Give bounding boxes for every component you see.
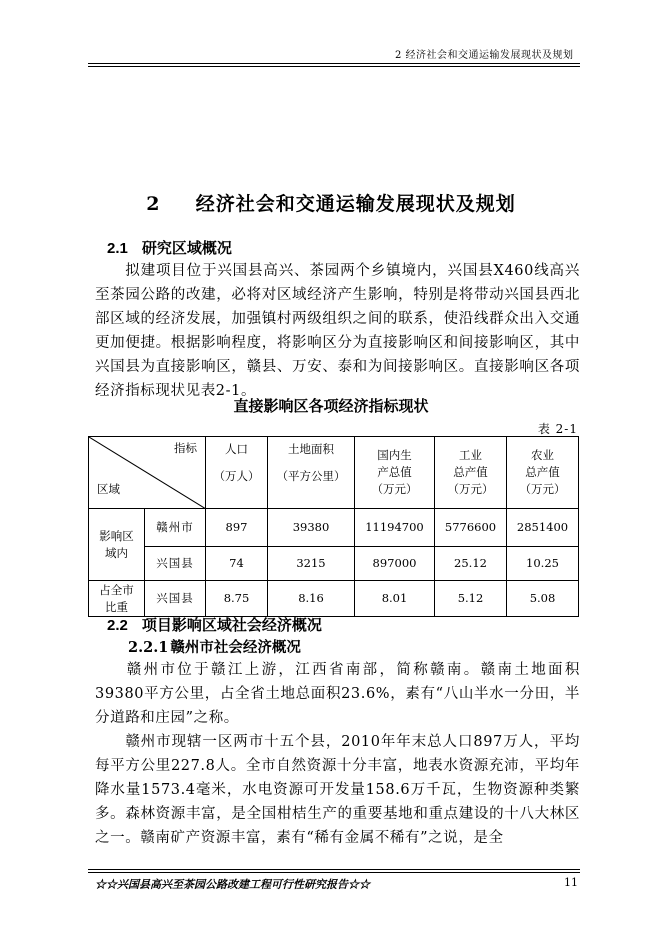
subsection-number: 2.2.1 <box>128 639 169 656</box>
footer-report-title: ☆☆兴国县高兴至茶园公路改建工程可行性研究报告☆☆ <box>95 878 370 891</box>
subsection-title: 赣州市社会经济概况 <box>170 639 301 656</box>
section-heading-2-1 <box>107 237 232 258</box>
subsection-heading-2-2-1 <box>128 636 301 657</box>
chapter-heading <box>0 189 662 216</box>
table-row <box>89 547 579 581</box>
section-title: 研究区域概况 <box>141 239 232 257</box>
table-row <box>89 581 579 617</box>
table-cell: 3215 <box>268 547 355 581</box>
table-cell: 897000 <box>355 547 435 581</box>
page-number: 11 <box>564 876 578 889</box>
footer-rule <box>88 869 580 870</box>
table-cell: 74 <box>206 547 268 581</box>
header-rule <box>88 63 580 64</box>
table-cell: 5.12 <box>435 581 507 617</box>
col-header-industrial-output: 工业 总产值 （万元） <box>435 437 507 509</box>
corner-indicator-label: 指标 <box>174 441 197 455</box>
table-number: 表 2-1 <box>537 422 578 436</box>
table-header-row <box>89 437 579 509</box>
chapter-title: 经济社会和交通运输发展现状及规划 <box>195 193 516 215</box>
row-group-direct-area: 影响区 域内 <box>89 509 145 581</box>
col-header-agricultural-output: 农业 总产值 （万元） <box>507 437 579 509</box>
table-cell: 897 <box>206 509 268 547</box>
col-header-gdp: 国内生 产总值 （万元） <box>355 437 435 509</box>
table-cell: 5776600 <box>435 509 507 547</box>
corner-region-label: 区域 <box>97 482 120 496</box>
paragraph-ganzhou-resources <box>95 730 580 850</box>
table-cell: 10.25 <box>507 547 579 581</box>
economic-indicator-table <box>88 436 579 617</box>
col-header-population: 人口 （万人） <box>206 437 268 509</box>
table-cell: 39380 <box>268 509 355 547</box>
table-corner-cell <box>89 437 206 509</box>
table-row <box>89 509 579 547</box>
row-label: 兴国县 <box>145 547 206 581</box>
chapter-number: 2 <box>146 193 161 215</box>
footer-rule-2 <box>88 872 580 873</box>
paragraph-ganzhou-geography <box>95 658 580 730</box>
row-label: 赣州市 <box>145 509 206 547</box>
paragraph-study-area <box>95 259 580 403</box>
section-number: 2.2 <box>107 617 128 634</box>
section-title: 项目影响区域社会经济概况 <box>141 616 322 634</box>
table-cell: 2851400 <box>507 509 579 547</box>
running-title: 2 经济社会和交通运输发展现状及规划 <box>395 50 574 61</box>
col-header-land-area: 土地面积 （平方公里） <box>268 437 355 509</box>
table-cell: 8.16 <box>268 581 355 617</box>
table-cell: 25.12 <box>435 547 507 581</box>
table-cell: 8.01 <box>355 581 435 617</box>
header-rule-2 <box>88 66 580 67</box>
row-label: 兴国县 <box>145 581 206 617</box>
table-cell: 11194700 <box>355 509 435 547</box>
paragraph-text: 拟建项目位于兴国县高兴、茶园两个乡镇境内，兴国县X460线高兴至茶园公路的改建，必将对区域经济产生影响，特别是将带动兴国县西北部区域的经济发展，加强镇村两级组织之间的联系，使沿线群众出入交通更加便捷。根据影响程度，将影响区分为直接影响区和间接影响区，其中兴国县为直接影响区，赣县、万安、泰和为间接影响区。直接影响区各项经济指标现状见表2-1。 <box>95 263 580 399</box>
table-cell: 5.08 <box>507 581 579 617</box>
section-number: 2.1 <box>107 240 128 257</box>
table-caption: 直接影响区各项经济指标现状 <box>233 397 429 415</box>
paragraph-text: 赣州市现辖一区两市十五个县，2010年年末总人口897万人，平均每平方公里227.8人。全市自然资源十分丰富，地表水资源充沛，平均年降水量1573.4毫米，水电资源可开发量158.6万千瓦，生物资源种类繁多。森林资源丰富，是全国柑桔生产的重要基地和重点建设的十八大林区之一。赣南矿产资源丰富，素有“稀有金属不稀有”之说，是全 <box>95 734 580 846</box>
table-cell: 8.75 <box>206 581 268 617</box>
section-heading-2-2 <box>107 614 322 635</box>
row-group-city-share: 占全市 比重 <box>89 581 145 617</box>
paragraph-text: 赣州市位于赣江上游，江西省南部，简称赣南。赣南土地面积39380平方公里，占全省土地总面积23.6%，素有“八山半水一分田，半分道路和庄园”之称。 <box>95 662 580 726</box>
